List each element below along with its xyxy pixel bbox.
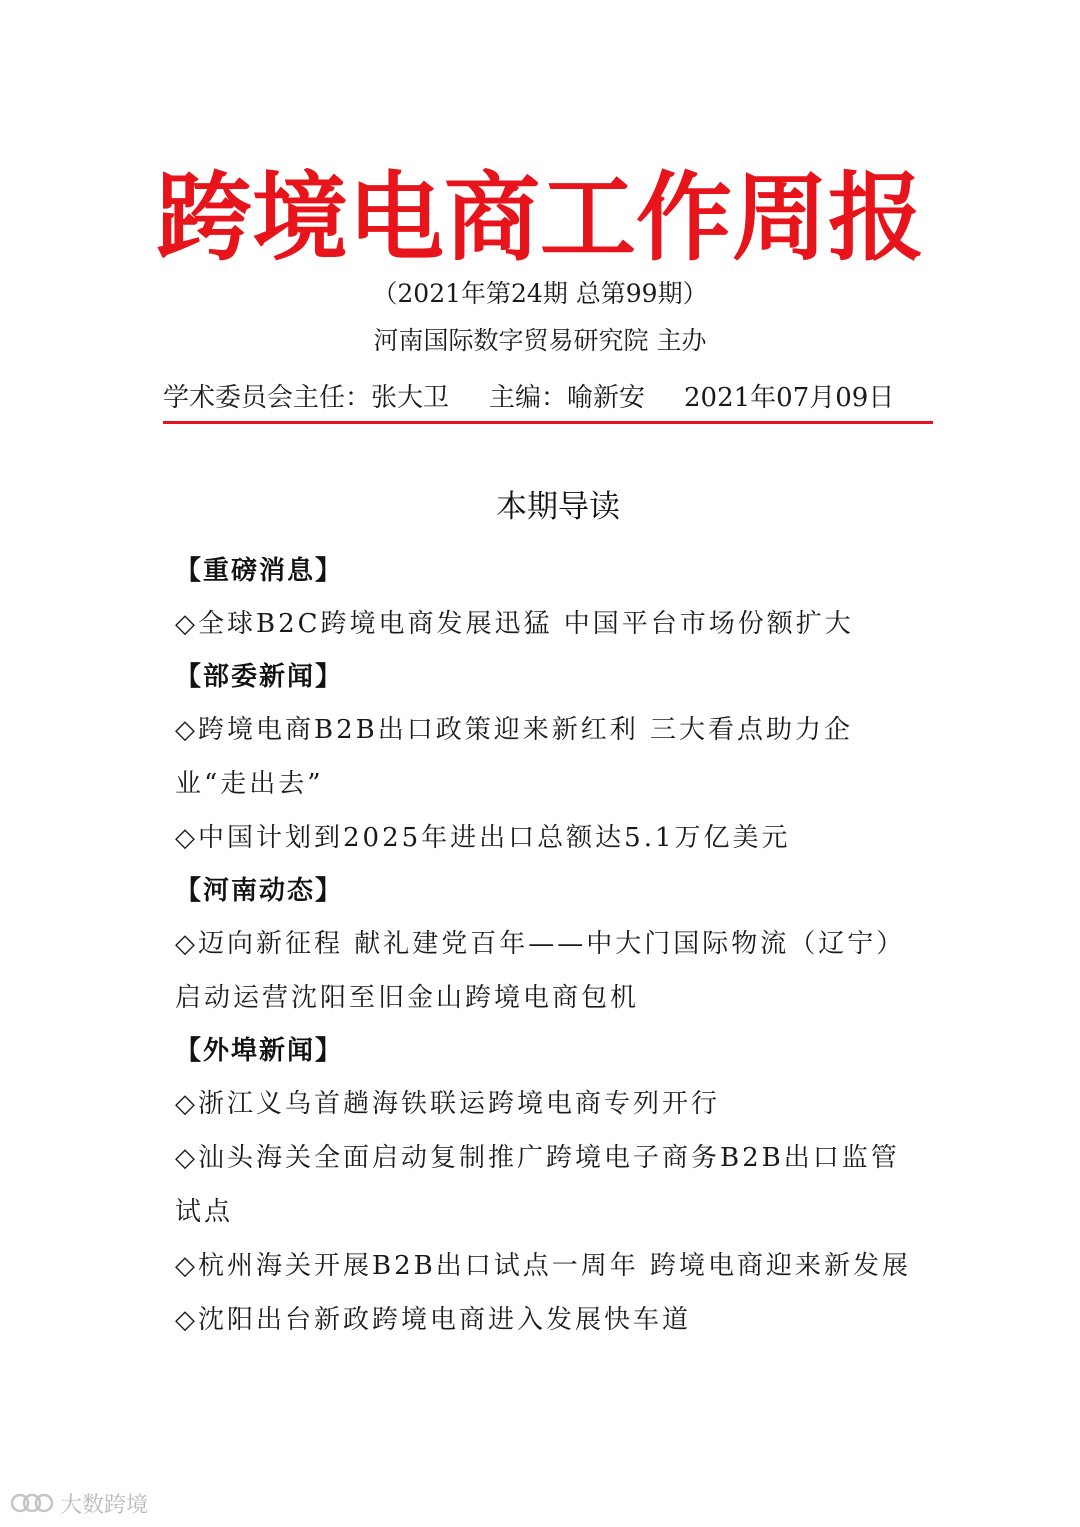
masthead-divider (163, 421, 933, 424)
news-item: ◇跨境电商B2B出口政策迎来新红利 三大看点助力企业“走出去” (175, 715, 854, 799)
section-heading: 【河南动态】 (175, 876, 344, 906)
news-item: ◇汕头海关全面启动复制推广跨境电子商务B2B出口监管试点 (175, 1143, 900, 1227)
watermark (10, 1488, 148, 1518)
publish-date: 2021年07月09日 (684, 383, 895, 413)
credits-row (163, 378, 933, 418)
section-heading: 【外埠新闻】 (175, 1036, 344, 1066)
academic-director: 学术委员会主任：张大卫 (163, 383, 450, 413)
section-heading: 【部委新闻】 (175, 662, 344, 692)
sponsor-line: 河南国际数字贸易研究院 主办 (373, 326, 707, 355)
issue-number: （2021年第24期 总第99期） (372, 279, 708, 308)
news-item: ◇杭州海关开展B2B出口试点一周年 跨境电商迎来新发展 (175, 1251, 912, 1281)
news-item: ◇浙江义乌首趟海铁联运跨境电商专列开行 (175, 1089, 720, 1119)
dashu-logo-icon (10, 1490, 54, 1516)
news-item: ◇中国计划到2025年进出口总额达5.1万亿美元 (175, 823, 791, 853)
report-title: 跨境电商工作周报 (156, 162, 924, 274)
watermark-text: 大数跨境 (60, 1492, 149, 1518)
chief-editor: 主编：喻新安 (489, 383, 646, 413)
table-of-contents (175, 545, 920, 1347)
news-item: ◇全球B2C跨境电商发展迅猛 中国平台市场份额扩大 (175, 609, 854, 639)
section-heading: 【重磅消息】 (175, 556, 344, 586)
news-item: ◇沈阳出台新政跨境电商进入发展快车道 (175, 1305, 691, 1335)
news-item: ◇迈向新征程 献礼建党百年——中大门国际物流（辽宁）启动运营沈阳至旧金山跨境电商包机 (175, 929, 906, 1013)
guide-title: 本期导读 (496, 489, 620, 525)
